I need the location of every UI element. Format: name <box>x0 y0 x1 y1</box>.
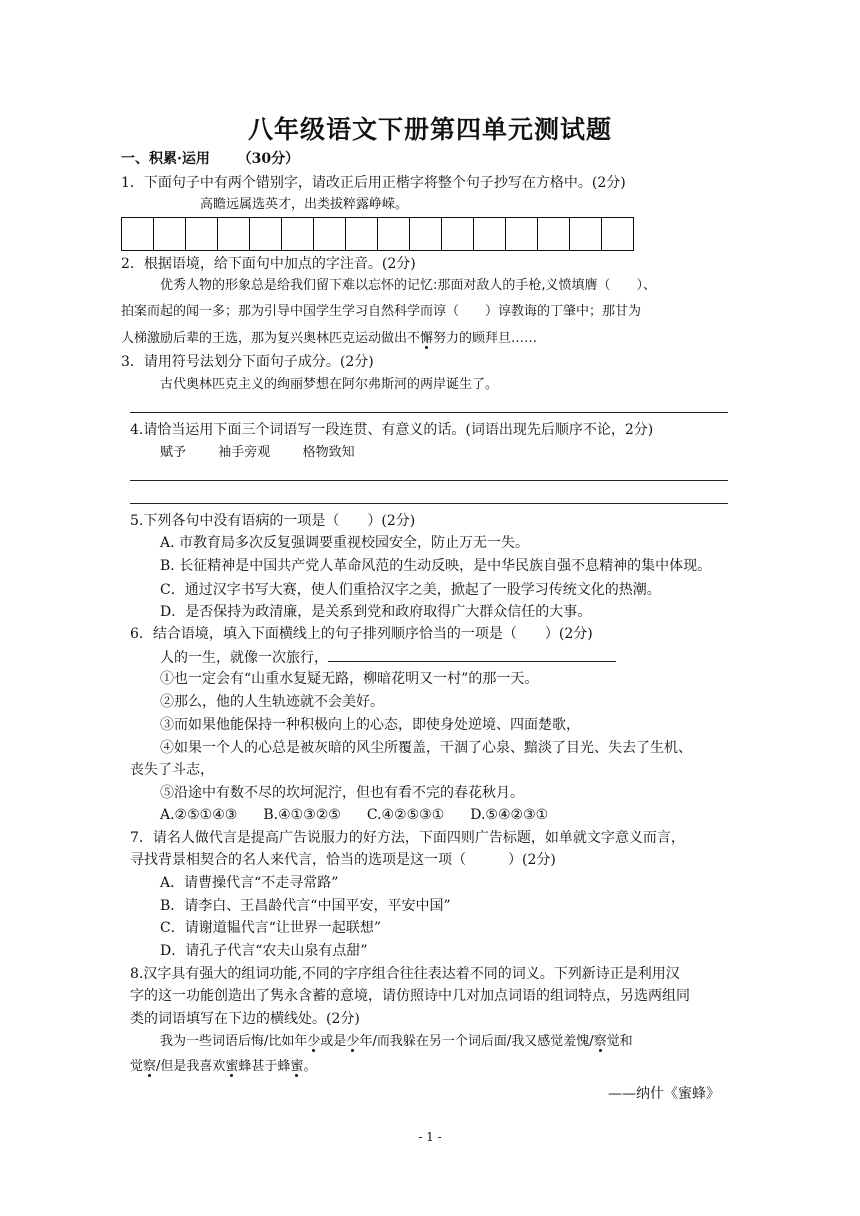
grid-cell[interactable] <box>154 218 186 250</box>
poem-line-1 <box>160 1032 633 1052</box>
dotted-char: 察 <box>143 1059 157 1074</box>
answer-line[interactable] <box>130 480 728 481</box>
poem-text: 我为一些词语后悔/比如年 <box>160 1034 308 1049</box>
section-heading-score: （30分） <box>237 151 300 167</box>
question-2: 2．根据语境，给下面句中加点的字注音。(2分) <box>121 256 416 272</box>
question-1: 1．下面句子中有两个错别字，请改正后用正楷字将整个句子抄写在方格中。(2分) <box>121 175 626 191</box>
question-6-item-2: ②那么，他的人生轨迹就不会美好。 <box>160 694 384 710</box>
question-2-line-1: 优秀人物的形象总是给我们留下难以忘怀的记忆:那面对敌人的手枪,义愤填膺（ ）、 <box>160 278 657 293</box>
word-2: 袖手旁观 <box>218 445 271 460</box>
dotted-char: 察 <box>593 1034 607 1049</box>
question-6-item-4-cont: 丧失了斗志， <box>130 762 214 778</box>
grid-cell[interactable] <box>282 218 314 250</box>
question-6-choices <box>160 805 548 825</box>
grid-cell[interactable] <box>122 218 154 250</box>
question-8-line-3: 类的词语填写在下边的横线处。(2分) <box>130 1011 360 1027</box>
choice-d: D.⑤④②③① <box>470 807 549 823</box>
question-7: 7．请名人做代言是提高广告说服力的好方法，下面四则广告标题，如单就文字意义而言， <box>130 830 685 846</box>
grid-cell[interactable] <box>506 218 538 250</box>
dotted-char: 蜜 <box>225 1059 239 1074</box>
answer-grid[interactable] <box>121 217 634 251</box>
grid-cell[interactable] <box>538 218 570 250</box>
question-6-lead-text: 人的一生，就像一次旅行， <box>160 650 328 666</box>
question-7-option-d: D．请孔子代言“农夫山泉有点甜” <box>160 943 368 959</box>
poem-line-2 <box>130 1057 316 1077</box>
page-title: 八年级语文下册第四单元测试题 <box>247 115 612 144</box>
question-6: 6．结合语境，填入下面横线上的句子排列顺序恰当的一项是（ ）(2分) <box>130 626 593 642</box>
question-6-item-5: ⑤沿途中有数不尽的坎坷泥泞，但也有看不完的春花秋月。 <box>160 785 524 801</box>
question-5: 5.下列各句中没有语病的一项是（ ）(2分) <box>130 513 416 529</box>
question-8: 8.汉字具有强大的组词功能,不同的字序组合往往表达着不同的词义。下列新诗正是利用汉 <box>130 966 680 982</box>
choice-c: C.④②⑤③① <box>366 807 445 823</box>
dotted-char: 少 <box>346 1034 360 1049</box>
question-3-sentence: 古代奥林匹克主义的绚丽梦想在阿尔弗斯河的两岸诞生了。 <box>160 377 499 392</box>
question-6-item-1: ①也一定会有“山重水复疑无路，柳暗花明又一村”的那一天。 <box>160 671 539 687</box>
section-heading-label: 一、积累·运用 <box>121 151 210 167</box>
answer-line[interactable] <box>130 503 728 504</box>
grid-cell[interactable] <box>410 218 442 250</box>
question-7-option-c: C．请谢道韫代言“让世界一起联想” <box>160 920 382 936</box>
section-heading <box>121 149 299 169</box>
poem-text: 。 <box>303 1059 317 1074</box>
question-6-item-3: ③而如果他能保持一种积极向上的心态，即使身处逆境、四面楚歌， <box>160 717 580 733</box>
question-6-item-4: ④如果一个人的心总是被灰暗的风尘所覆盖，干涸了心泉、黯淡了目光、失去了生机、 <box>160 740 692 756</box>
question-5-option-a: A. 市教育局多次反复强调要重视校园安全，防止万无一失。 <box>160 535 530 551</box>
question-6-lead <box>160 647 616 668</box>
grid-cell[interactable] <box>250 218 282 250</box>
poem-text: /但是我喜欢 <box>156 1059 226 1074</box>
poem-text: 年/而我躲在另一个词后面/我又感觉羞愧/ <box>359 1034 594 1049</box>
poem-text: 蜂甚于蜂 <box>238 1059 291 1074</box>
poem-text: 觉 <box>130 1059 144 1074</box>
word-3: 格物致知 <box>302 445 355 460</box>
dotted-char: 少 <box>307 1034 321 1049</box>
fill-blank[interactable] <box>328 647 616 662</box>
question-5-option-c: C．通过汉字书写大赛，使人们重拾汉字之美，掀起了一股学习传统文化的热潮。 <box>160 582 661 598</box>
question-1-sentence: 高瞻远属选英才，出类拔粹露峥嵘。 <box>200 197 409 212</box>
grid-cell[interactable] <box>442 218 474 250</box>
question-2-line-3 <box>121 329 537 349</box>
choice-a: A.②⑤①④③ <box>160 807 238 823</box>
question-3: 3．请用符号法划分下面句子成分。(2分) <box>121 354 374 370</box>
answer-line[interactable] <box>130 412 728 413</box>
grid-cell[interactable] <box>314 218 346 250</box>
grid-cell[interactable] <box>218 218 250 250</box>
poem-text: 或是 <box>320 1034 347 1049</box>
page-number: - 1 - <box>418 1130 442 1144</box>
question-5-option-b: B. 长征精神是中国共产党人革命风范的生动反映，是中华民族自强不息精神的集中体现。 <box>160 558 712 574</box>
question-7-option-b: B．请李白、王昌龄代言“中国平安，平安中国” <box>160 898 451 914</box>
question-7-option-a: A．请曹操代言“不走寻常路” <box>160 875 339 891</box>
word-1: 赋予 <box>160 445 187 460</box>
poem-source: ——纳什《蜜蜂》 <box>608 1086 720 1102</box>
question-8-line-2: 字的这一功能创造出了隽永含蓄的意境，请仿照诗中几对加点词语的组词特点，另选两组同 <box>130 988 690 1004</box>
grid-cell[interactable] <box>570 218 602 250</box>
grid-cell[interactable] <box>186 218 218 250</box>
dotted-char: 懈 <box>420 331 434 346</box>
question-4: 4.请恰当运用下面三个词语写一段连贯、有意义的话。(词语出现先后顺序不论，2分) <box>130 422 654 438</box>
dotted-char: 蜜 <box>290 1059 304 1074</box>
poem-text: 觉和 <box>606 1034 633 1049</box>
question-5-option-d: D．是否保持为政清廉，是关系到党和政府取得广大群众信任的大事。 <box>160 604 592 620</box>
question-4-words <box>160 443 355 463</box>
choice-b: B.④①③②⑤ <box>263 807 341 823</box>
grid-cell[interactable] <box>378 218 410 250</box>
grid-cell[interactable] <box>602 218 634 250</box>
question-2-line-3-start: 人梯激励后辈的王选，那为复兴奥林匹克运动做出不 <box>121 331 421 346</box>
question-7-line-2: 寻找背景相契合的名人来代言，恰当的选项是这一项（ ）(2分) <box>130 852 556 868</box>
question-2-line-3-end: 努力的顾拜旦…… <box>433 331 538 346</box>
grid-cell[interactable] <box>474 218 506 250</box>
grid-cell[interactable] <box>346 218 378 250</box>
question-2-line-2: 拍案而起的闻一多；那为引导中国学生学习自然科学而谆（ ）谆教诲的丁肇中；那甘为 <box>121 304 642 319</box>
